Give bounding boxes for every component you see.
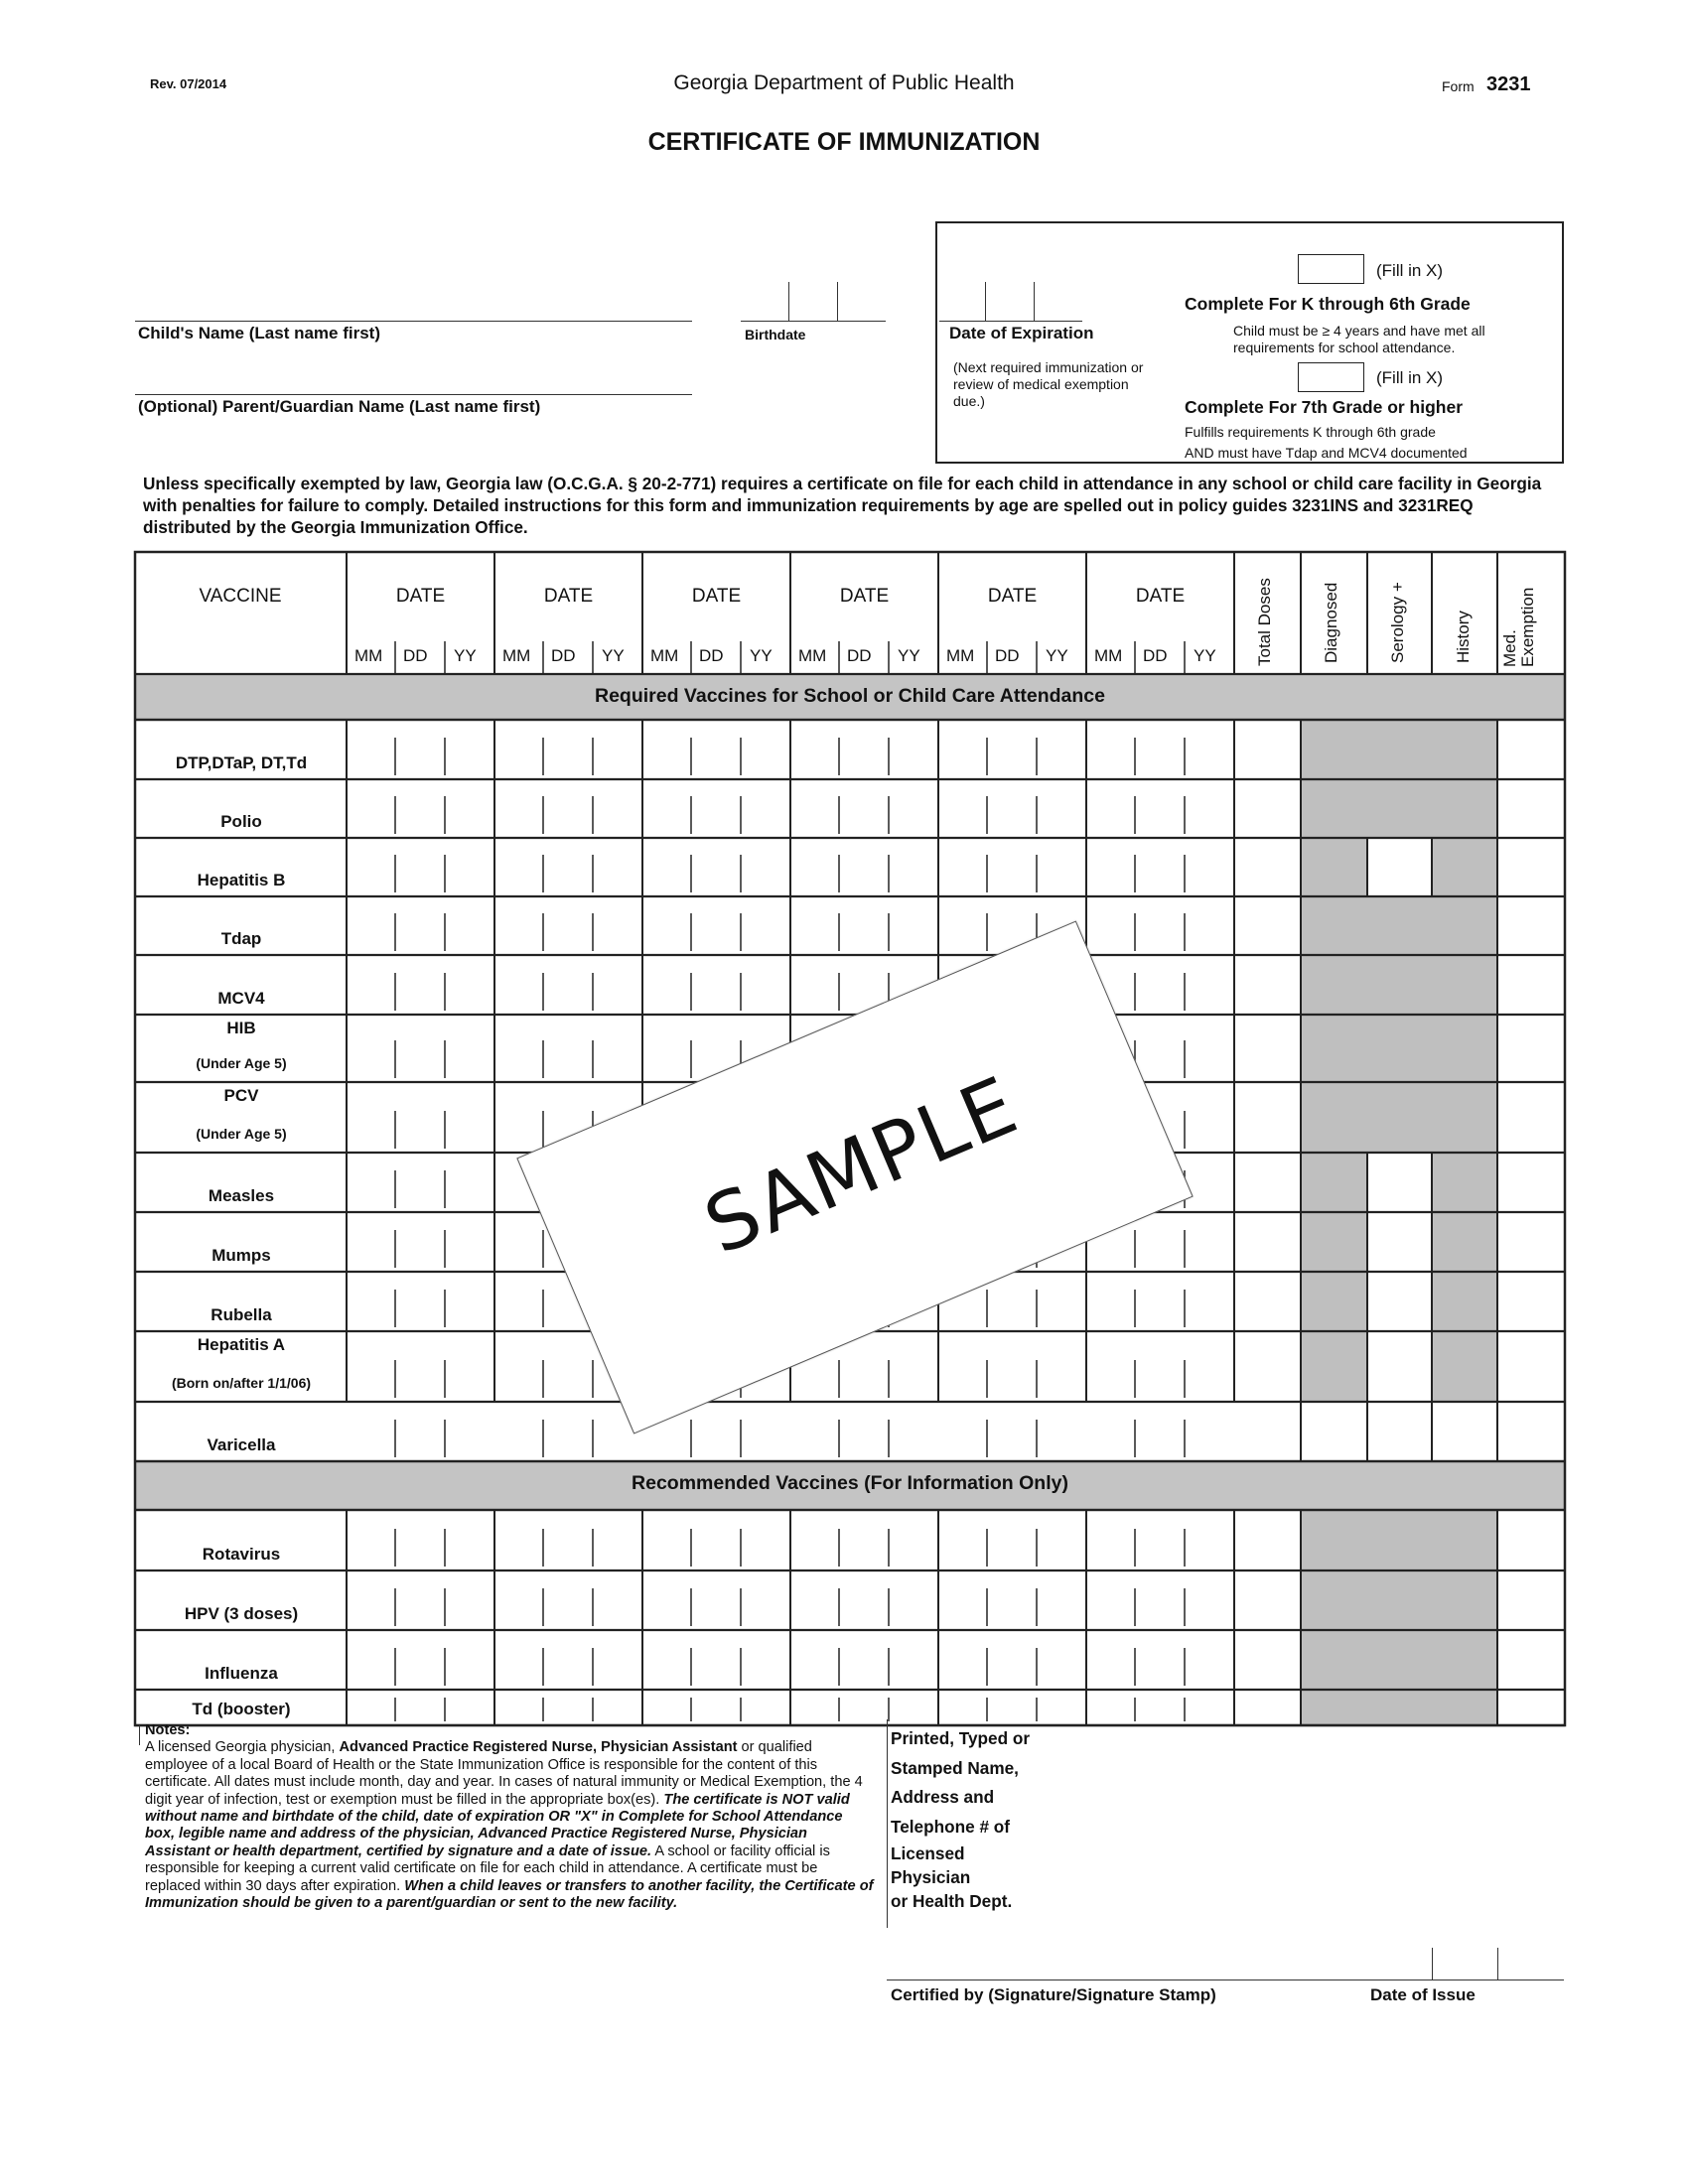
yy-label: YY [602, 646, 625, 665]
yy-label: YY [454, 646, 477, 665]
certified-by-label: Certified by (Signature/Signature Stamp) [891, 1985, 1216, 2004]
issue-date-divider [1497, 1948, 1498, 1979]
vaccine-name: Hepatitis B [197, 871, 286, 889]
agency-name: Georgia Department of Public Health [673, 71, 1015, 94]
shaded-area [1301, 1510, 1497, 1725]
mm-label: MM [502, 646, 531, 665]
date-header: DATE [543, 586, 594, 607]
g7-note-2: AND must have Tdap and MCV4 documented [1185, 445, 1468, 461]
serology-box [1367, 1272, 1432, 1331]
med-exemption-header: Med. [1500, 629, 1519, 667]
dd-label: DD [1143, 646, 1168, 665]
serology-box [1367, 1153, 1432, 1212]
mm-label: MM [798, 646, 827, 665]
serology-header: Serology + [1388, 582, 1407, 663]
fill-in-label: (Fill in X) [1376, 261, 1444, 280]
k6-title: Complete For K through 6th Grade [1185, 294, 1471, 314]
yy-label: YY [1046, 646, 1068, 665]
date-header: DATE [839, 586, 890, 607]
notes-text-1b: Advanced Practice Registered Nurse, Physician Assistant [339, 1739, 738, 1756]
vaccine-subtitle: (Under Age 5) [196, 1055, 287, 1071]
vaccine-name: Tdap [220, 929, 262, 948]
vaccine-name: HIB [226, 1019, 256, 1037]
required-heading: Required Vaccines for School or Child Care Attendance [595, 685, 1105, 707]
notes-text-1: A licensed Georgia physician, [145, 1739, 340, 1756]
date-header: DATE [395, 586, 446, 607]
signature-line[interactable] [887, 1979, 1564, 1980]
law-notice: Unless specifically exempted by law, Georgia law (O.C.G.A. § 20-2-771) requires a certificate on file for each child in attendance in any school or child care facility in Georgia with penalties for failure to comply. Detailed instructions for this form and immunization requirements by age are spelled out in policy guides 3231INS and 3231REQ distributed by the Georgia Immunization Office. [143, 474, 1542, 537]
physician-line: Licensed [891, 1843, 965, 1864]
physician-line: Printed, Typed or [891, 1728, 1031, 1748]
notes-label: Notes: [145, 1722, 191, 1738]
page-title: CERTIFICATE OF IMMUNIZATION [647, 128, 1041, 156]
med-exemption-header: Exemption [1518, 587, 1537, 667]
mm-label: MM [946, 646, 975, 665]
vaccine-name: MCV4 [217, 989, 265, 1008]
dd-label: DD [403, 646, 428, 665]
mm-label: MM [354, 646, 383, 665]
vaccine-name: Td (booster) [192, 1700, 291, 1718]
expiration-label: Date of Expiration [949, 324, 1094, 342]
serology-box [1367, 1212, 1432, 1272]
notes-divider [887, 1719, 888, 1928]
recommended-heading: Recommended Vaccines (For Information Only) [632, 1472, 1068, 1494]
g7-note-1: Fulfills requirements K through 6th grade [1185, 424, 1436, 440]
vaccine-subtitle: (Born on/after 1/1/06) [171, 1375, 312, 1391]
mm-label: MM [650, 646, 679, 665]
k6-note: Child must be ≥ 4 years and have met all requirements for school attendance. [1233, 323, 1485, 355]
yy-label: YY [898, 646, 920, 665]
serology-box [1367, 1331, 1432, 1402]
vaccine-name: Varicella [207, 1435, 276, 1454]
revision-date: Rev. 07/2014 [150, 76, 227, 91]
vaccine-subtitle: (Under Age 5) [196, 1126, 287, 1142]
vaccine-name: HPV (3 doses) [184, 1604, 299, 1623]
diagnosed-header: Diagnosed [1322, 582, 1340, 663]
notes-text-5: When a child leaves or transfers to another facility, the Certificate of Immunization should be given to a parent/guardian or sent to the new facility. [145, 1877, 874, 1912]
vaccine-name: Hepatitis A [197, 1335, 286, 1354]
vaccine-header: VACCINE [199, 586, 282, 607]
vaccine-name: PCV [223, 1086, 259, 1105]
notes-block [145, 1722, 875, 1912]
notes-text-2: or qualified employee of a local Board of Health or the State Immunization Office is responsible for the content of this certificate. All dates must include month, day and year. In cases of natural immunity or Medical Exemption, the 4 digit year of infection, test or exemption must be filled in the appropriate box(es). [145, 1739, 863, 1808]
physician-block [891, 1724, 1030, 1913]
dd-label: DD [995, 646, 1020, 665]
vaccine-name: Measles [208, 1186, 275, 1205]
child-name-label: Child's Name (Last name first) [138, 324, 380, 342]
g7-title: Complete For 7th Grade or higher [1185, 397, 1464, 417]
date-header: DATE [1135, 586, 1186, 607]
form-label: Form [1442, 78, 1475, 94]
physician-line: or Health Dept. [891, 1891, 1013, 1912]
date-header: DATE [987, 586, 1038, 607]
vaccine-name: Rubella [211, 1305, 272, 1324]
notes-text-3: The certificate is NOT valid without name and birthdate of the child, date of expiration OR "X" in Complete for School Attendance box, legible name and address of the physician, Advanced Practice Registered Nurse, Physician Assistant or health department, certified by signature and a date of issue. [145, 1791, 850, 1859]
vaccine-name: DTP,DTaP, DT,Td [175, 753, 308, 772]
yy-label: YY [750, 646, 773, 665]
vaccine-name: Influenza [205, 1664, 278, 1683]
physician-line: Stamped Name, [891, 1757, 1019, 1778]
mm-label: MM [1094, 646, 1123, 665]
dd-label: DD [847, 646, 872, 665]
vaccine-name: Mumps [211, 1246, 271, 1265]
total-doses-header: Total Doses [1255, 578, 1274, 666]
dd-label: DD [551, 646, 576, 665]
issue-date-divider [1432, 1948, 1433, 1979]
form-number: 3231 [1486, 73, 1531, 95]
notes-bracket [139, 1725, 140, 1745]
physician-line: Physician [891, 1867, 971, 1888]
history-header: History [1454, 611, 1473, 663]
dd-label: DD [699, 646, 724, 665]
vaccine-name: Polio [220, 812, 262, 831]
date-of-issue-label: Date of Issue [1370, 1985, 1476, 2004]
birthdate-label: Birthdate [745, 327, 806, 342]
vaccine-name: Rotavirus [202, 1545, 281, 1564]
yy-label: YY [1194, 646, 1216, 665]
physician-line: Telephone # of [891, 1816, 1011, 1837]
notes-text-4: A school or facility official is responsible for keeping a current valid certificate on file for each child in attendance. A certificate must be replaced within 30 days after expiration. [145, 1843, 830, 1894]
physician-line: Address and [891, 1787, 995, 1808]
sample-text: SAMPLE [691, 1058, 1032, 1273]
serology-box [1367, 838, 1432, 896]
expiration-note: (Next required immunization or review of medical exemption due.) [953, 359, 1144, 409]
fill-in-label: (Fill in X) [1376, 368, 1444, 387]
parent-name-label: (Optional) Parent/Guardian Name (Last name first) [138, 397, 541, 416]
date-header: DATE [691, 586, 742, 607]
